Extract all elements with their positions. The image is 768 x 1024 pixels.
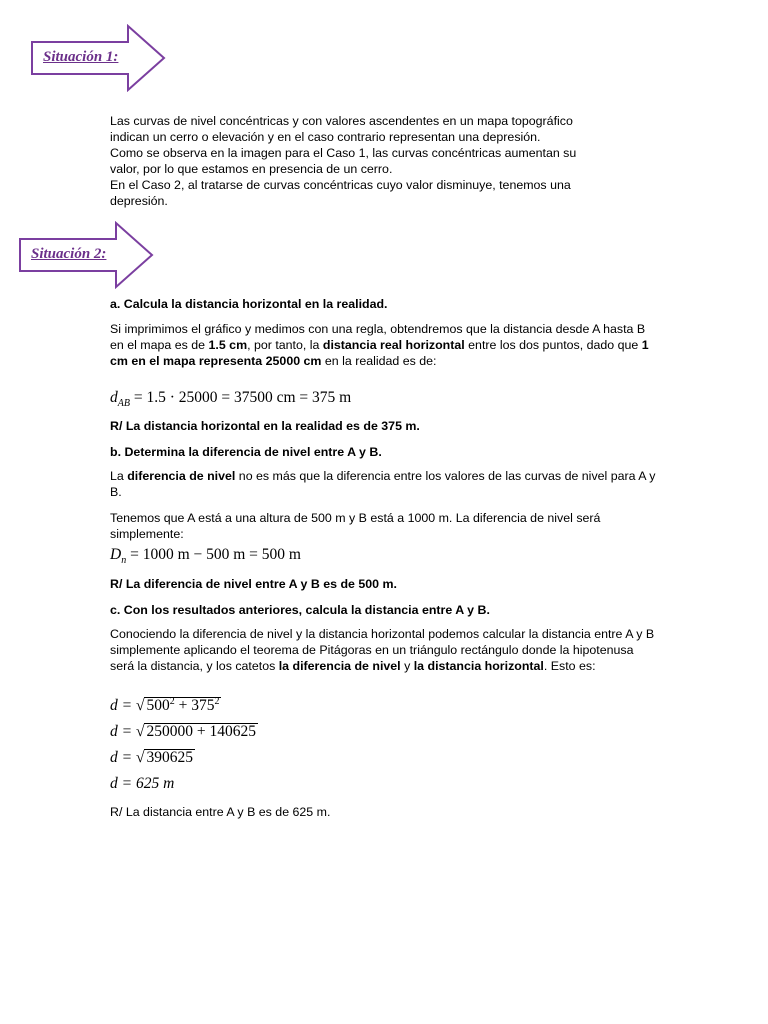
paragraph-line: Las curvas de nivel concéntricas y con valores ascendentes en un mapa topográfico	[110, 114, 573, 128]
situacion-2-label: Situación 2:	[31, 246, 107, 262]
part-b-paragraph-2: Tenemos que A está a una altura de 500 m y B está a 1000 m. La diferencia de nivel será simplemente:	[110, 511, 601, 541]
part-c-heading: c. Con los resultados anteriores, calcula la distancia entre A y B.	[110, 603, 490, 617]
situacion-1-label: Situación 1:	[43, 49, 119, 65]
part-c-formula-3: d = √ 390625	[110, 749, 193, 766]
paragraph-line: valor, por lo que estamos en presencia de un cerro.	[110, 162, 393, 176]
part-b-answer: R/ La diferencia de nivel entre A y B es de 500 m.	[110, 577, 397, 591]
paragraph-line: indican un cerro o elevación y en el caso contrario representan una depresión.	[110, 130, 541, 144]
part-c-formula-1: d = √ $500^2 + 375^2$	[110, 695, 220, 714]
part-c-formula-2: d = √ 250000 + 140625	[110, 723, 256, 740]
part-a-formula: $d_{AB} = 1.5 \cdot 25000 = 37500$ cm = 375 m	[110, 389, 352, 410]
part-b-paragraph-1: La diferencia de nivel no es más que la diferencia entre los valores de las curvas de nivel para A y B.	[110, 469, 656, 499]
paragraph-line: Como se observa en la imagen para el Caso 1, las curvas concéntricas aumentan su	[110, 146, 577, 160]
situacion-1-arrow	[30, 24, 166, 92]
situacion-1-paragraph	[110, 113, 658, 209]
part-c-paragraph: Conociendo la diferencia de nivel y la distancia horizontal podemos calcular la distancia entre A y B simplemente aplicando el teorema de Pitágoras en un triángulo rectángulo donde la hipotenusa será la distancia, y los catetos la diferencia de nivel y la distancia horizontal. Esto es:	[110, 627, 655, 673]
part-c-formula-4: d = 625 m	[110, 775, 175, 792]
part-c-answer: R/ La distancia entre A y B es de 625 m.	[110, 805, 331, 819]
part-a-paragraph: Si imprimimos el gráfico y medimos con una regla, obtendremos que la distancia desde A hasta B en el mapa es de 1.5 cm, por tanto, la distancia real horizontal entre los dos puntos, dado que 1 cm en el mapa representa 25000 cm en la realidad es de:	[110, 322, 649, 368]
part-a-answer: R/ La distancia horizontal en la realidad es de 375 m.	[110, 419, 420, 433]
part-a-heading: a. Calcula la distancia horizontal en la realidad.	[110, 297, 388, 311]
situacion-2-arrow	[18, 221, 154, 289]
paragraph-line: En el Caso 2, al tratarse de curvas concéntricas cuyo valor disminuye, tenemos una	[110, 178, 571, 192]
paragraph-line: depresión.	[110, 194, 168, 208]
part-b-heading: b. Determina la diferencia de nivel entre A y B.	[110, 445, 382, 459]
part-b-formula: $D_n = 1000$ m − 500 m = 500 m	[110, 546, 301, 567]
